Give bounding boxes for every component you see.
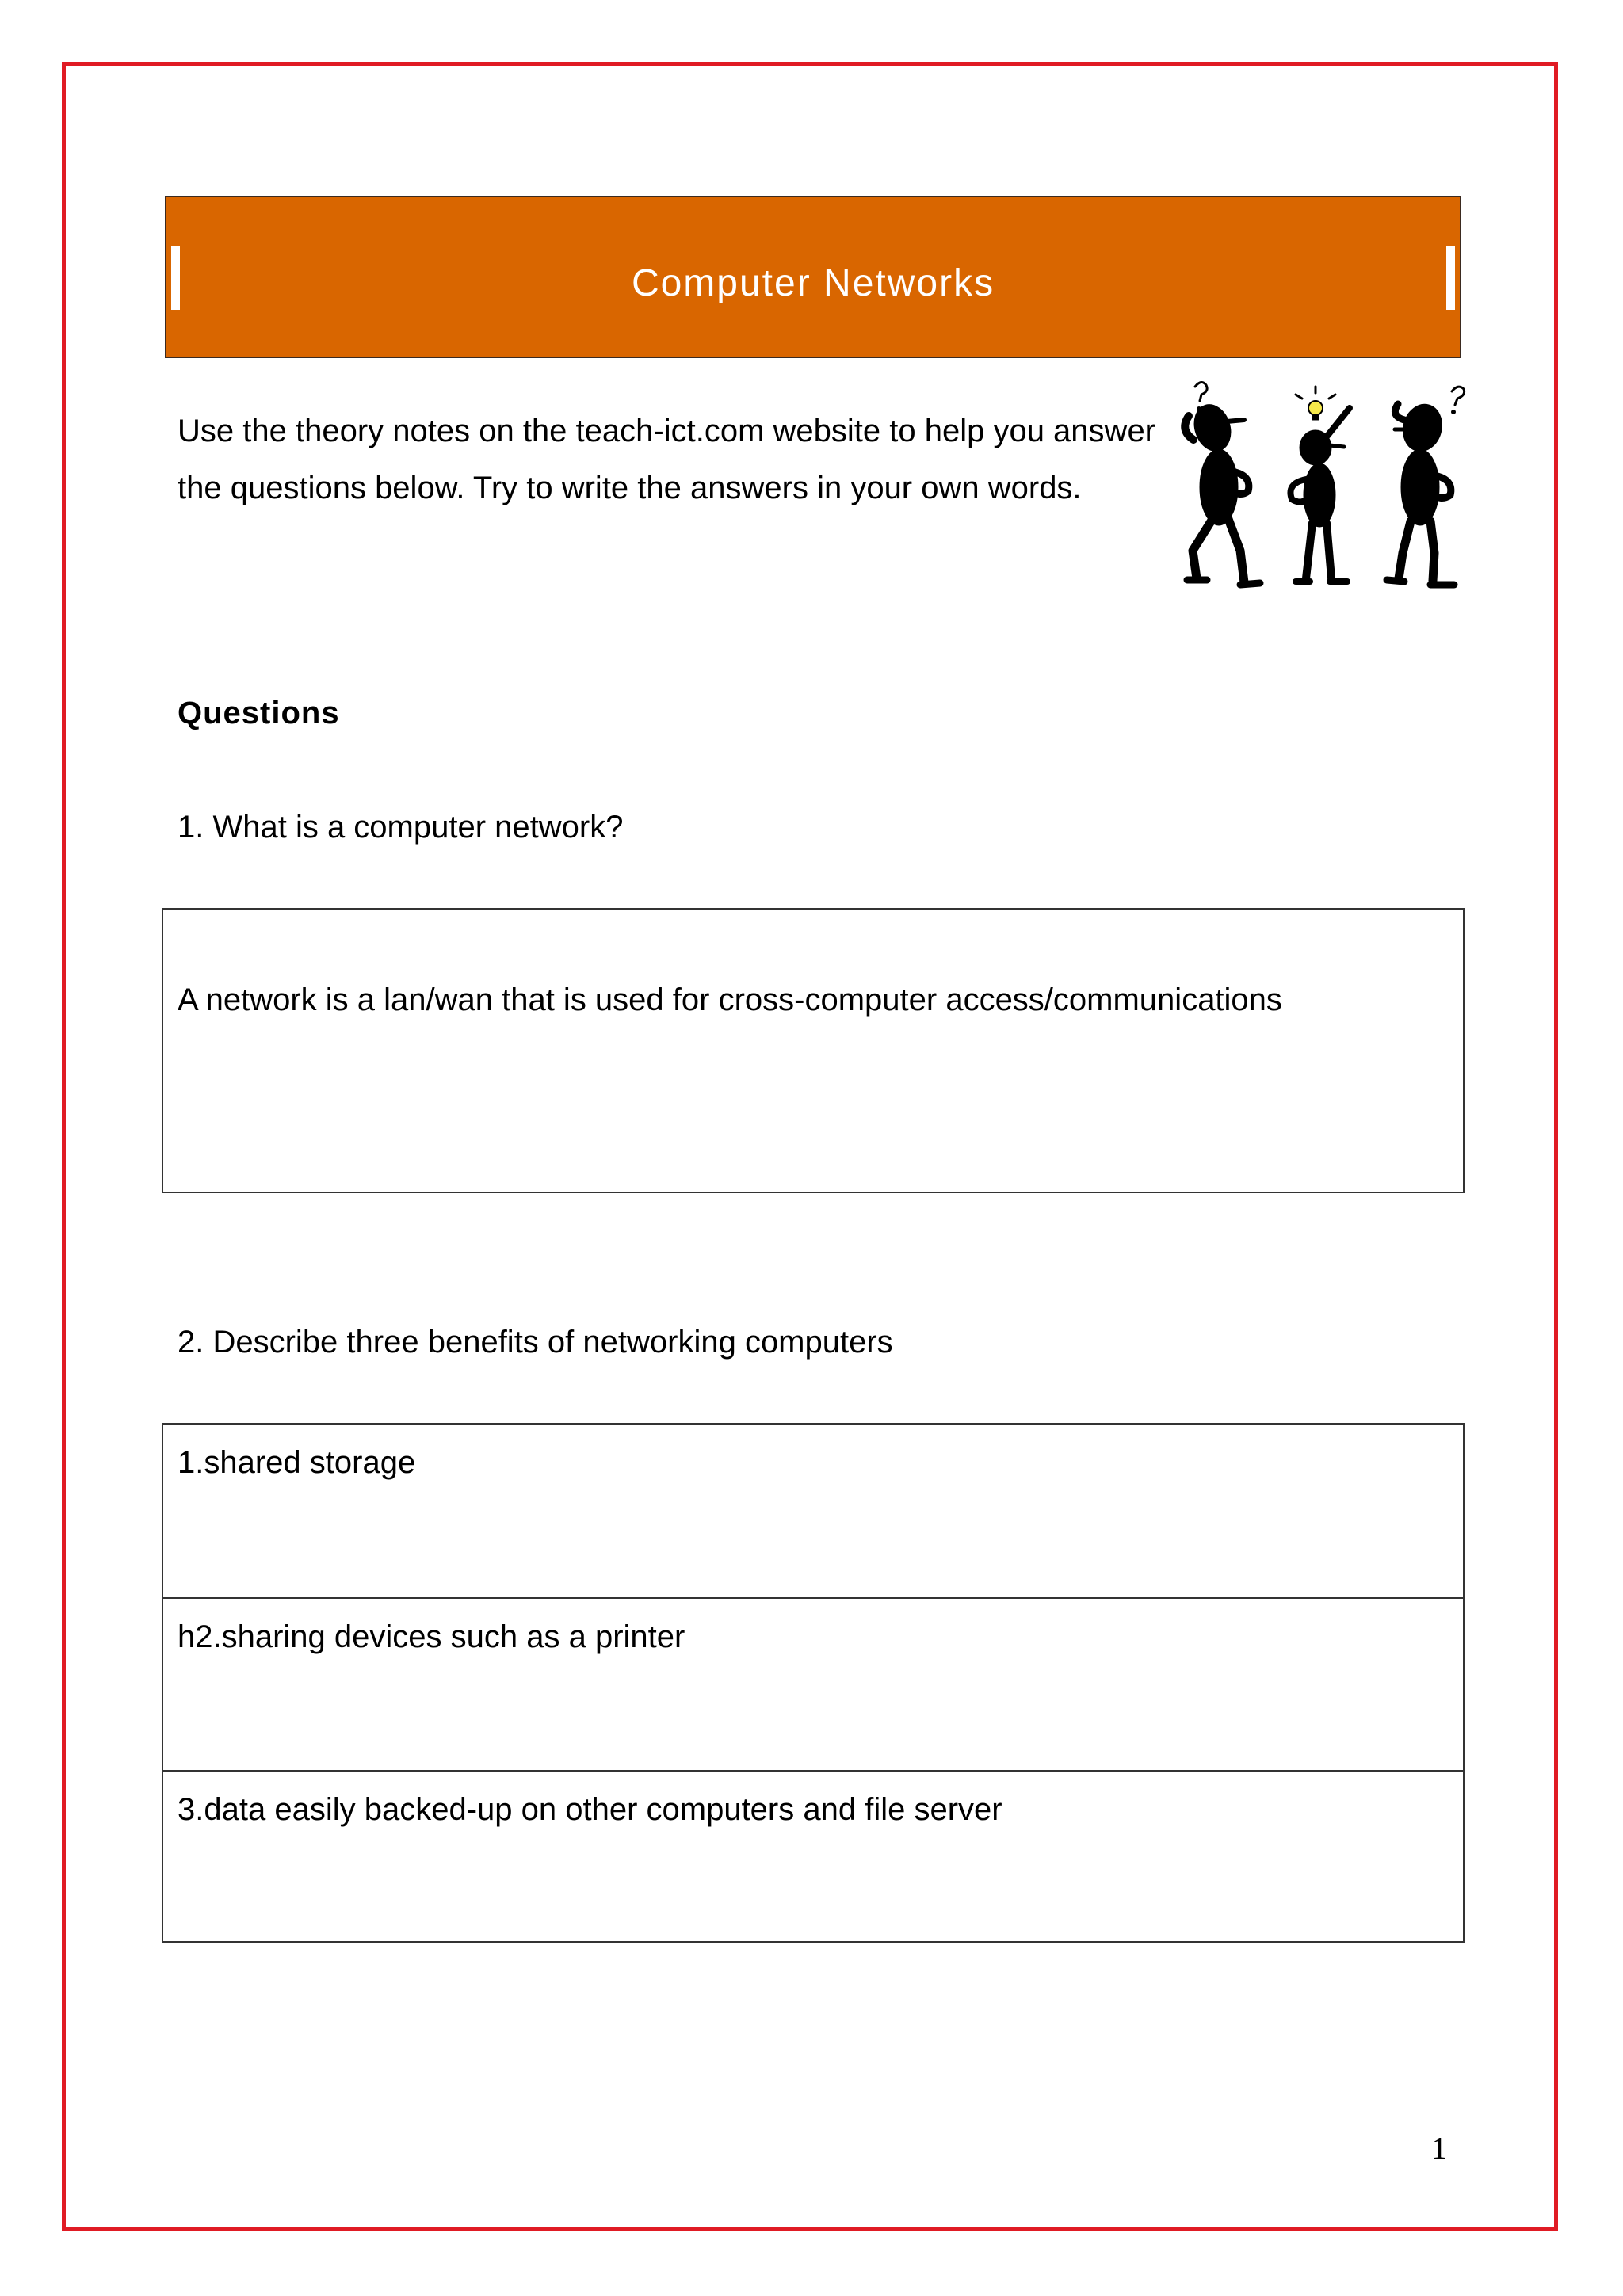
question-2: 2. Describe three benefits of networking computers xyxy=(178,1325,893,1360)
answer-row[interactable] xyxy=(163,1425,1463,1597)
answer-2-1-text: 1.shared storage xyxy=(178,1445,416,1480)
answer-1-text: A network is a lan/wan that is used for cross-computer access/communications xyxy=(178,982,1282,1017)
title-banner xyxy=(165,196,1461,358)
questions-heading: Questions xyxy=(178,696,340,730)
banner-left-bar xyxy=(171,246,180,310)
answer-row[interactable] xyxy=(163,1770,1463,1943)
thinking-figures-clipart xyxy=(1157,372,1506,610)
banner-right-bar xyxy=(1446,246,1455,310)
answer-2-3-text: 3.data easily backed-up on other computers and file server xyxy=(178,1792,1002,1827)
page-number: 1 xyxy=(1431,2130,1447,2166)
answer-row[interactable] xyxy=(163,1597,1463,1770)
answer-box-1[interactable] xyxy=(162,908,1465,1193)
answer-table-2 xyxy=(162,1423,1465,1943)
question-1: 1. What is a computer network? xyxy=(178,810,624,845)
intro-text: Use the theory notes on the teach-ict.com website to help you answer the questions below. Try to write the answers in your own words. xyxy=(178,414,1156,505)
page-title: Computer Networks xyxy=(631,262,995,304)
answer-2-2-text: h2.sharing devices such as a printer xyxy=(178,1619,685,1654)
